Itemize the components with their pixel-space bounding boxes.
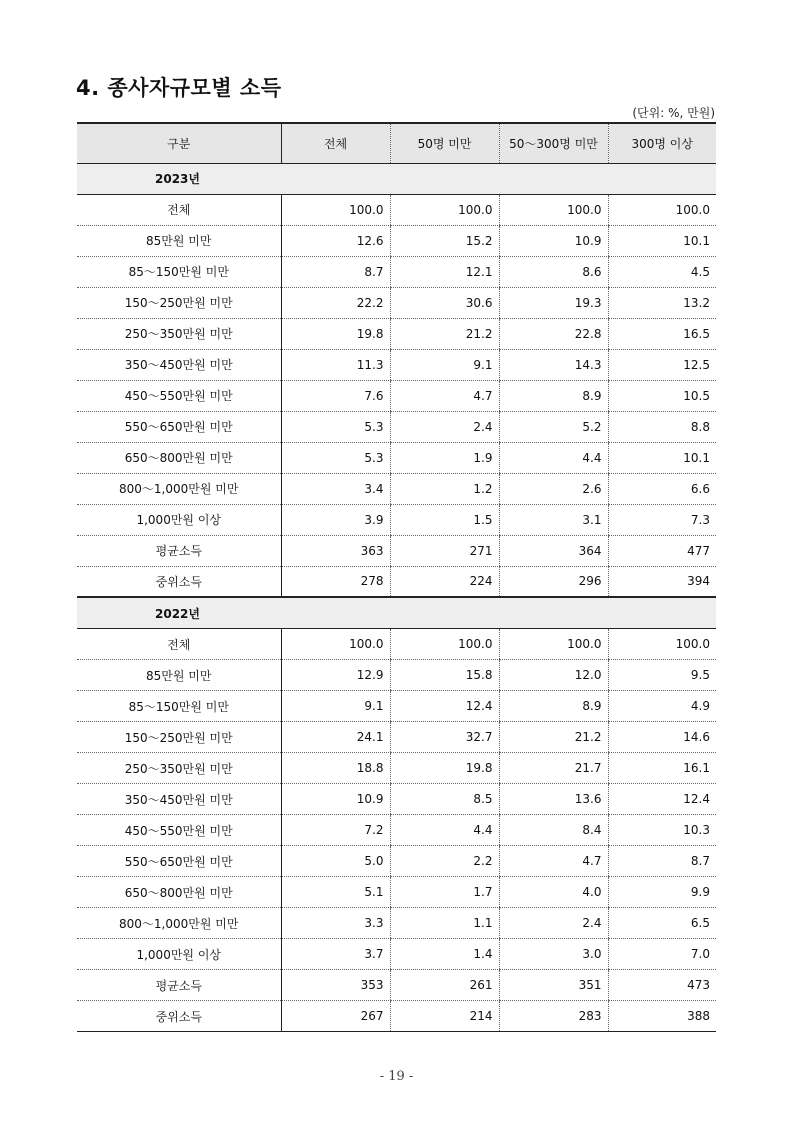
value-cell: 7.0 [608, 939, 716, 970]
value-cell: 5.0 [281, 846, 390, 877]
row-label: 350～450만원 미만 [77, 349, 281, 380]
row-label: 85만원 미만 [77, 225, 281, 256]
table-row [77, 877, 716, 908]
value-cell: 24.1 [281, 722, 390, 753]
table-row [77, 535, 716, 566]
table-row [77, 380, 716, 411]
row-label: 250～350만원 미만 [77, 318, 281, 349]
table-row [77, 349, 716, 380]
value-cell: 5.3 [281, 411, 390, 442]
table-row [77, 753, 716, 784]
value-cell: 12.4 [390, 691, 499, 722]
value-cell: 15.8 [390, 660, 499, 691]
value-cell: 100.0 [281, 194, 390, 225]
row-label: 평균소득 [77, 535, 281, 566]
row-label: 중위소득 [77, 1001, 281, 1032]
row-label: 650～800만원 미만 [77, 442, 281, 473]
header-category: 구분 [77, 123, 281, 163]
value-cell: 4.4 [499, 442, 608, 473]
table-row [77, 939, 716, 970]
value-cell: 12.4 [608, 784, 716, 815]
value-cell: 296 [499, 566, 608, 597]
value-cell: 8.9 [499, 380, 608, 411]
value-cell: 473 [608, 970, 716, 1001]
value-cell: 8.4 [499, 815, 608, 846]
value-cell: 22.2 [281, 287, 390, 318]
value-cell: 100.0 [608, 629, 716, 660]
table-row [77, 970, 716, 1001]
table-row [77, 473, 716, 504]
value-cell: 278 [281, 566, 390, 597]
value-cell: 100.0 [390, 194, 499, 225]
value-cell: 9.5 [608, 660, 716, 691]
row-label: 중위소득 [77, 566, 281, 597]
value-cell: 10.3 [608, 815, 716, 846]
value-cell: 18.8 [281, 753, 390, 784]
value-cell: 12.0 [499, 660, 608, 691]
value-cell: 6.5 [608, 908, 716, 939]
table-row [77, 411, 716, 442]
header-50-to-300: 50～300명 미만 [499, 123, 608, 163]
year-label: 2022년 [77, 597, 716, 629]
value-cell: 16.1 [608, 753, 716, 784]
value-cell: 1.7 [390, 877, 499, 908]
value-cell: 12.1 [390, 256, 499, 287]
value-cell: 214 [390, 1001, 499, 1032]
row-label: 450～550만원 미만 [77, 380, 281, 411]
value-cell: 9.1 [390, 349, 499, 380]
table-row [77, 566, 716, 597]
value-cell: 13.2 [608, 287, 716, 318]
value-cell: 10.1 [608, 225, 716, 256]
value-cell: 10.9 [499, 225, 608, 256]
header-row [77, 123, 716, 163]
value-cell: 13.6 [499, 784, 608, 815]
unit-note: (단위: %, 만원) [632, 106, 715, 120]
value-cell: 15.2 [390, 225, 499, 256]
year-section [77, 163, 716, 597]
value-cell: 10.5 [608, 380, 716, 411]
table-row [77, 691, 716, 722]
row-label: 550～650만원 미만 [77, 846, 281, 877]
value-cell: 2.4 [499, 908, 608, 939]
value-cell: 12.5 [608, 349, 716, 380]
value-cell: 1.2 [390, 473, 499, 504]
row-label: 전체 [77, 629, 281, 660]
value-cell: 3.4 [281, 473, 390, 504]
value-cell: 261 [390, 970, 499, 1001]
income-by-company-size-table [77, 122, 716, 1032]
value-cell: 8.7 [608, 846, 716, 877]
year-header-row [77, 163, 716, 194]
value-cell: 3.3 [281, 908, 390, 939]
value-cell: 8.6 [499, 256, 608, 287]
value-cell: 19.3 [499, 287, 608, 318]
value-cell: 12.9 [281, 660, 390, 691]
table-row [77, 722, 716, 753]
value-cell: 7.2 [281, 815, 390, 846]
value-cell: 100.0 [499, 194, 608, 225]
value-cell: 4.4 [390, 815, 499, 846]
row-label: 85～150만원 미만 [77, 256, 281, 287]
value-cell: 32.7 [390, 722, 499, 753]
value-cell: 2.6 [499, 473, 608, 504]
value-cell: 21.7 [499, 753, 608, 784]
row-label: 전체 [77, 194, 281, 225]
header-total: 전체 [281, 123, 390, 163]
table-row [77, 908, 716, 939]
value-cell: 12.6 [281, 225, 390, 256]
table-row [77, 194, 716, 225]
value-cell: 14.6 [608, 722, 716, 753]
table-row [77, 815, 716, 846]
value-cell: 7.3 [608, 504, 716, 535]
value-cell: 4.9 [608, 691, 716, 722]
section-title: 4. 종사자규모별 소득 [76, 76, 282, 100]
value-cell: 364 [499, 535, 608, 566]
value-cell: 2.2 [390, 846, 499, 877]
table-row [77, 442, 716, 473]
year-section [77, 597, 716, 1032]
value-cell: 1.9 [390, 442, 499, 473]
value-cell: 21.2 [499, 722, 608, 753]
table-row [77, 225, 716, 256]
table-row [77, 287, 716, 318]
value-cell: 4.7 [499, 846, 608, 877]
row-label: 550～650만원 미만 [77, 411, 281, 442]
value-cell: 5.2 [499, 411, 608, 442]
value-cell: 2.4 [390, 411, 499, 442]
value-cell: 3.0 [499, 939, 608, 970]
value-cell: 271 [390, 535, 499, 566]
value-cell: 8.5 [390, 784, 499, 815]
table-row [77, 784, 716, 815]
value-cell: 267 [281, 1001, 390, 1032]
value-cell: 14.3 [499, 349, 608, 380]
value-cell: 1.5 [390, 504, 499, 535]
value-cell: 8.7 [281, 256, 390, 287]
value-cell: 353 [281, 970, 390, 1001]
table-row [77, 846, 716, 877]
table-row [77, 629, 716, 660]
table-row [77, 318, 716, 349]
value-cell: 100.0 [499, 629, 608, 660]
header-under-50: 50명 미만 [390, 123, 499, 163]
value-cell: 19.8 [390, 753, 499, 784]
row-label: 150～250만원 미만 [77, 722, 281, 753]
table-row [77, 256, 716, 287]
value-cell: 8.9 [499, 691, 608, 722]
row-label: 150～250만원 미만 [77, 287, 281, 318]
page-number: - 19 - [379, 1069, 414, 1084]
row-label: 1,000만원 이상 [77, 939, 281, 970]
value-cell: 9.1 [281, 691, 390, 722]
value-cell: 7.6 [281, 380, 390, 411]
value-cell: 22.8 [499, 318, 608, 349]
value-cell: 11.3 [281, 349, 390, 380]
value-cell: 1.4 [390, 939, 499, 970]
value-cell: 100.0 [281, 629, 390, 660]
row-label: 85만원 미만 [77, 660, 281, 691]
value-cell: 4.5 [608, 256, 716, 287]
value-cell: 477 [608, 535, 716, 566]
value-cell: 10.9 [281, 784, 390, 815]
row-label: 평균소득 [77, 970, 281, 1001]
value-cell: 4.7 [390, 380, 499, 411]
row-label: 350～450만원 미만 [77, 784, 281, 815]
value-cell: 10.1 [608, 442, 716, 473]
value-cell: 3.7 [281, 939, 390, 970]
value-cell: 1.1 [390, 908, 499, 939]
value-cell: 351 [499, 970, 608, 1001]
value-cell: 5.3 [281, 442, 390, 473]
table-row [77, 1001, 716, 1032]
year-header-row [77, 597, 716, 629]
value-cell: 9.9 [608, 877, 716, 908]
table-row [77, 504, 716, 535]
row-label: 85～150만원 미만 [77, 691, 281, 722]
value-cell: 8.8 [608, 411, 716, 442]
value-cell: 16.5 [608, 318, 716, 349]
value-cell: 6.6 [608, 473, 716, 504]
value-cell: 30.6 [390, 287, 499, 318]
value-cell: 3.9 [281, 504, 390, 535]
row-label: 650～800만원 미만 [77, 877, 281, 908]
value-cell: 363 [281, 535, 390, 566]
row-label: 1,000만원 이상 [77, 504, 281, 535]
value-cell: 100.0 [608, 194, 716, 225]
year-label: 2023년 [77, 163, 716, 194]
value-cell: 394 [608, 566, 716, 597]
row-label: 250～350만원 미만 [77, 753, 281, 784]
value-cell: 21.2 [390, 318, 499, 349]
value-cell: 100.0 [390, 629, 499, 660]
value-cell: 224 [390, 566, 499, 597]
row-label: 800～1,000만원 미만 [77, 473, 281, 504]
row-label: 800～1,000만원 미만 [77, 908, 281, 939]
table-row [77, 660, 716, 691]
value-cell: 388 [608, 1001, 716, 1032]
row-label: 450～550만원 미만 [77, 815, 281, 846]
value-cell: 283 [499, 1001, 608, 1032]
header-300-plus: 300명 이상 [608, 123, 716, 163]
value-cell: 5.1 [281, 877, 390, 908]
value-cell: 4.0 [499, 877, 608, 908]
value-cell: 3.1 [499, 504, 608, 535]
value-cell: 19.8 [281, 318, 390, 349]
